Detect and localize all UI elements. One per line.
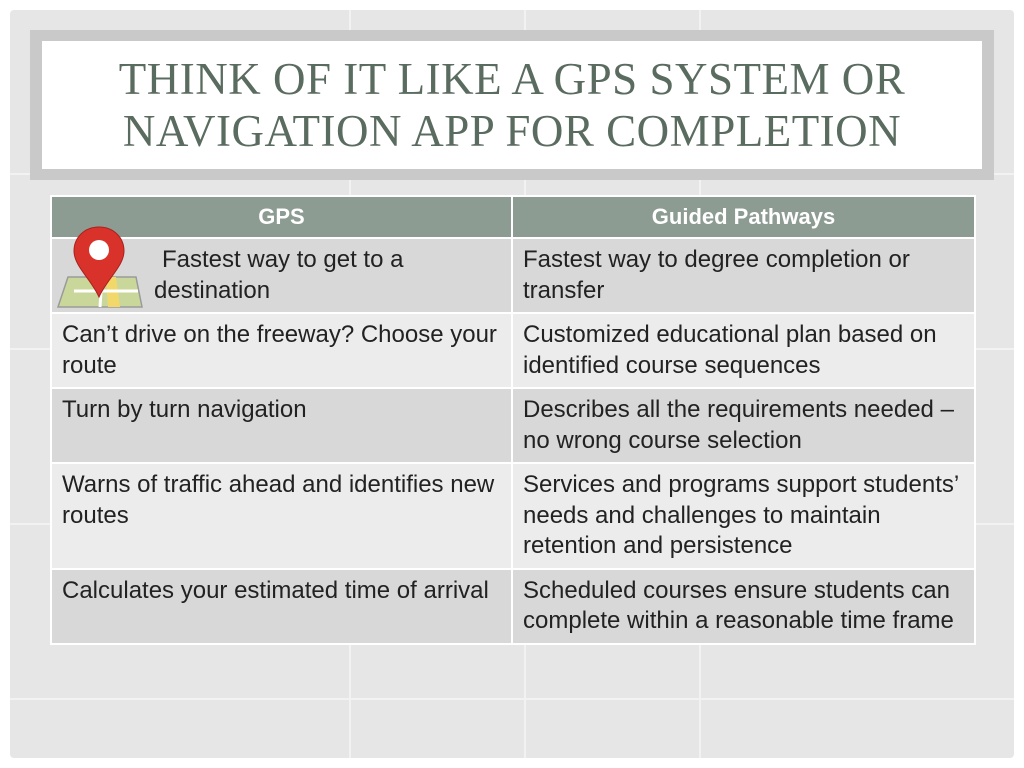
pathways-cell: Fastest way to degree completion or transfer [512, 238, 975, 313]
title-line-2: NAVIGATION APP FOR COMPLETION [122, 106, 902, 156]
table-row [51, 313, 975, 388]
table-row [51, 463, 975, 569]
gps-cell: Turn by turn navigation [51, 388, 512, 463]
table-row [51, 238, 975, 313]
pathways-cell: Scheduled courses ensure students can complete within a reasonable time frame [512, 569, 975, 644]
title-line-1: THINK OF IT LIKE A GPS SYSTEM OR [118, 54, 906, 104]
column-header-guided-pathways: Guided Pathways [512, 196, 975, 238]
table-header-row [51, 196, 975, 238]
gps-cell: Can’t drive on the freeway? Choose your route [51, 313, 512, 388]
column-header-gps: GPS [51, 196, 512, 238]
pathways-cell: Describes all the requirements needed – no wrong course selection [512, 388, 975, 463]
comparison-table [50, 195, 976, 645]
pathways-cell: Services and programs support students’ needs and challenges to maintain retention and persistence [512, 463, 975, 569]
gps-cell: Calculates your estimated time of arrival [51, 569, 512, 644]
background-grid-line [10, 698, 1014, 700]
gps-text-line-2: destination [154, 276, 271, 304]
gps-text-line-1: Fastest way to get to a [162, 246, 404, 273]
table-row [51, 569, 975, 644]
pathways-cell: Customized educational plan based on identified course sequences [512, 313, 975, 388]
table-row [51, 388, 975, 463]
slide-title [42, 41, 982, 169]
gps-cell [51, 238, 512, 313]
gps-cell: Warns of traffic ahead and identifies new routes [51, 463, 512, 569]
map-pin-icon [54, 221, 144, 309]
